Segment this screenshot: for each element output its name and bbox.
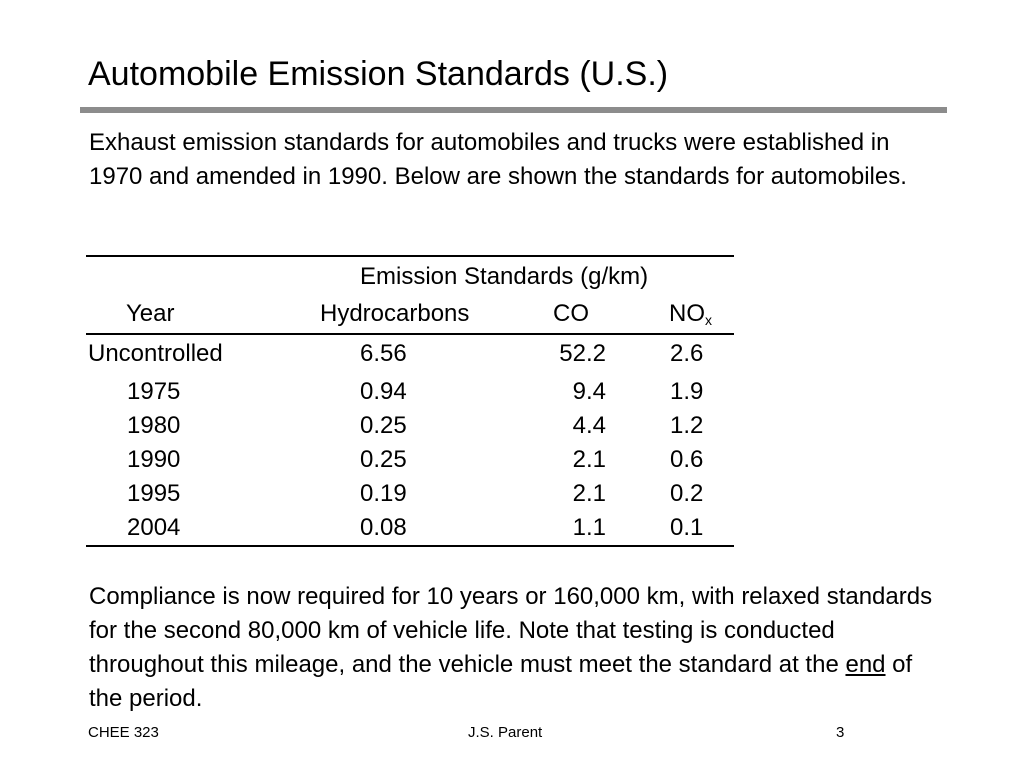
footer-author: J.S. Parent [468,724,543,741]
row-year: Uncontrolled [88,340,223,367]
table-top-rule [86,255,734,257]
row-nox: 0.2 [670,480,704,507]
row-hydrocarbons: 0.94 [360,378,407,405]
title-divider [80,107,947,113]
row-co: 4.4 [572,412,606,439]
row-hydrocarbons: 0.08 [360,514,407,541]
col-header-co: CO [553,300,589,327]
col-header-year: Year [126,300,175,327]
row-co: 2.1 [572,480,606,507]
footer-page-number: 3 [836,724,845,741]
row-nox: 0.1 [670,514,704,541]
nox-subscript: x [705,312,712,328]
table-group-header: Emission Standards (g/km) [360,263,649,290]
row-hydrocarbons: 0.25 [360,446,407,473]
slide-title: Automobile Emission Standards (U.S.) [88,55,669,93]
compliance-text: Compliance is now required for 10 years or 160,000 km, with relaxed standards for the second 80,000 km of vehicle life. Note that testing is conducted throughout this mileage, and the vehicle must meet the standard at the [89,583,933,678]
compliance-paragraph [89,580,949,716]
row-nox: 2.6 [670,340,704,367]
row-co: 1.1 [572,514,606,541]
col-header-nox [669,297,712,337]
row-hydrocarbons: 6.56 [360,340,407,367]
row-co: 52.2 [559,340,606,367]
row-year: 1975 [127,378,181,405]
footer-course: CHEE 323 [88,724,159,741]
row-year: 2004 [127,514,181,541]
row-year: 1995 [127,480,181,507]
col-header-hydrocarbons: Hydrocarbons [320,300,470,327]
compliance-text-end: of the period. [89,651,913,712]
row-nox: 1.2 [670,412,704,439]
row-co: 9.4 [572,378,606,405]
row-hydrocarbons: 0.19 [360,480,407,507]
row-co: 2.1 [572,446,606,473]
row-nox: 0.6 [670,446,704,473]
compliance-emphasis: end [845,651,886,678]
nox-main: NO [669,300,705,327]
row-hydrocarbons: 0.25 [360,412,407,439]
table-bottom-rule [86,545,734,547]
row-nox: 1.9 [670,378,704,405]
row-year: 1980 [127,412,181,439]
row-year: 1990 [127,446,181,473]
table-header-rule [86,333,734,335]
intro-paragraph: Exhaust emission standards for automobiles and trucks were established in 1970 and amended in 1990. Below are shown the standards for automobiles. [89,129,907,190]
